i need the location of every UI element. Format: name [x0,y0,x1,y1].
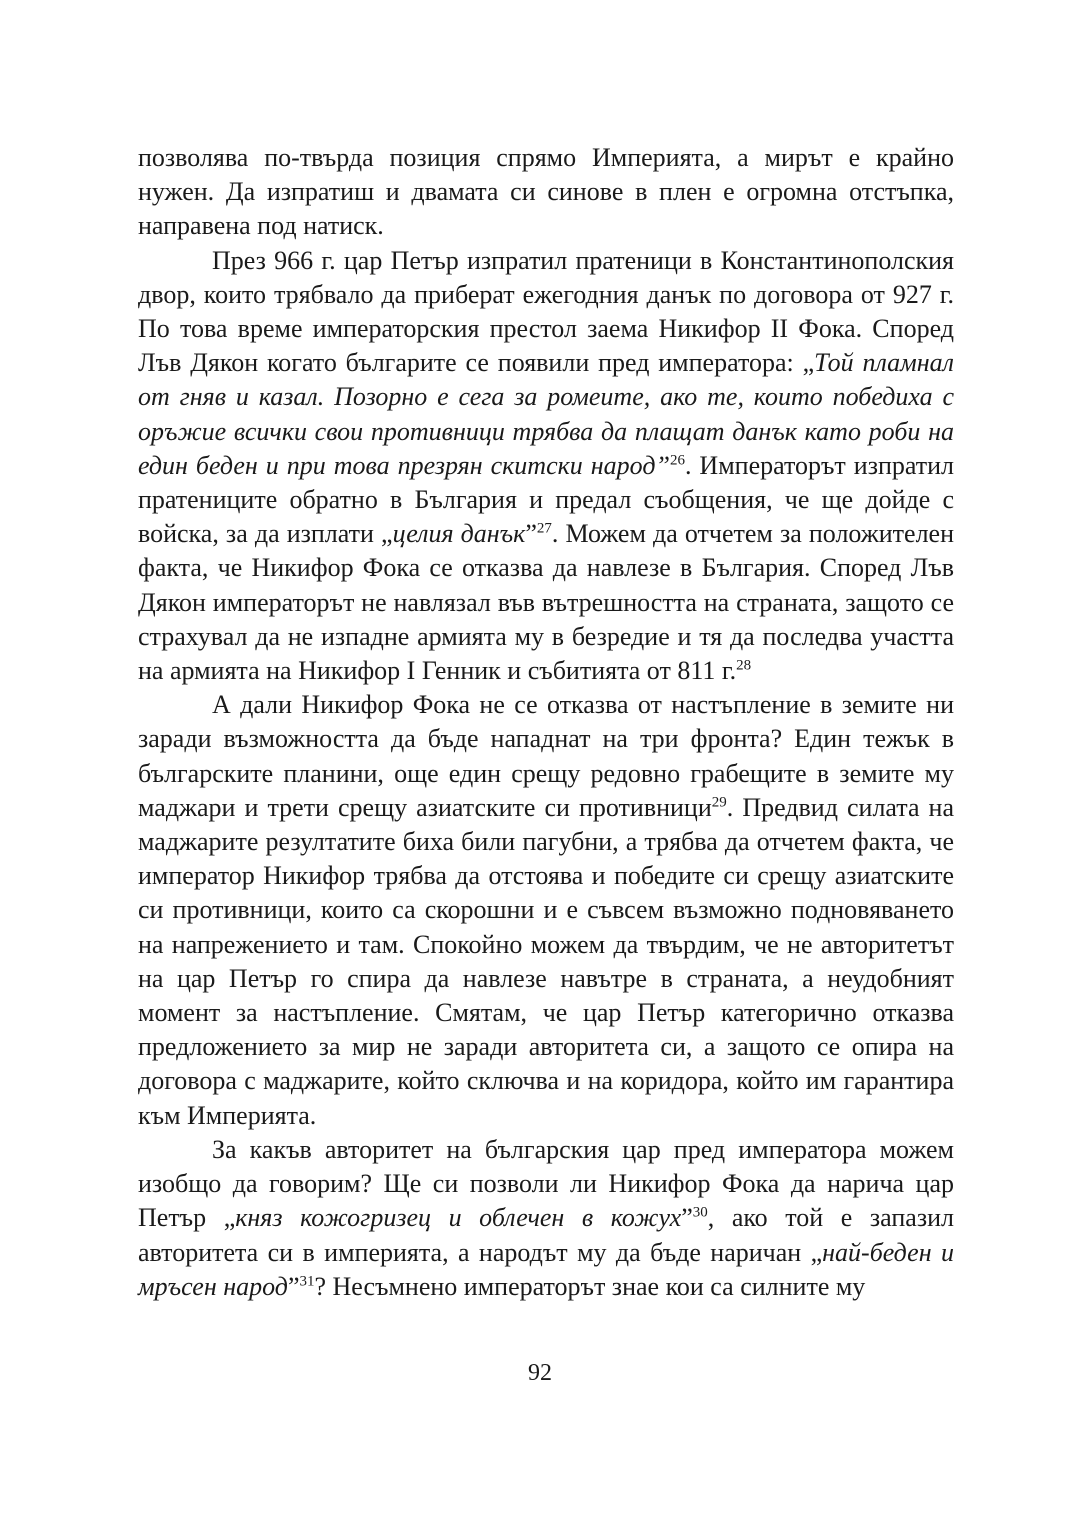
p2-quote-2: целия данък [392,519,526,549]
p2-text-a: През 966 г. цар Петър изпратил пратеници в Константинополския двор, които трябвало да приберат ежегодния данък по договора от 927 г. По това време императорския престол заема Никифор II Фока. Според Лъв Дякон когато българите се появили пред императора: „ [138,245,954,378]
paragraph-3 [138,688,954,1133]
p4-quote-2: най-беден и мръсен народ [138,1237,954,1301]
footnote-ref-28: 28 [736,657,752,674]
p4-text-a: За какъв авторитет на българския цар пред императора можем изобщо да говорим? Ще си позволи ли Никифор Фока да нарича цар Петър „ [138,1134,954,1233]
p4-text-b: ” [681,1203,693,1233]
p2-text-c: ” [525,519,537,549]
p4-quote-1: княз кожогризец и облечен в кожух [235,1203,682,1233]
paragraph-1-text: позволява по-твърда позиция спрямо Империята, а мирът е крайно нужен. Да изпратиш и двамата си синове в плен е огромна отстъпка, направена под натиск. [138,143,954,241]
p3-text-a: А дали Никифор Фока не се отказва от настъпление в земите ни заради възможността да бъде нападнат на три фронта? Един тежък в българските планини, още един срещу редовно грабещите в земите му маджари и трети срещу азиатските си противници [138,690,954,822]
footnote-ref-26: 26 [669,452,685,469]
footnote-ref-31: 31 [299,1273,315,1290]
p4-text-d: ” [287,1271,300,1301]
p4-text-e: ? Несъмнено императорът знае кои са силните му [314,1271,866,1301]
p2-quote: Той пламнал от гняв и казал. Позорно е сега за ромеите, ако те, които победиха с оръжие всички свои противници трябва да плащат данък като роби на един беден и при това презрян скитски народ” [138,348,954,480]
page-body [138,141,954,1304]
page-number: 92 [528,1360,552,1386]
paragraph-1 [138,141,954,244]
p2-text-d: . Можем да отчетем за положителен факта, че Никифор Фока се отказва да навлезе в България. Според Лъв Дякон императорът не навлязал във вътрешността на страната, защото се страхувал да не изпадне армията му в безредие и тя да последва участта на армията на Никифор I Генник и събитията от 811 г. [138,519,954,686]
paragraph-2 [138,244,954,689]
p2-text-b: . Императорът изпратил пратениците обратно в България и предал съобщения, че ще дойде с войска, за да изплати „ [138,450,954,549]
p3-text-b: . Предвид силата на маджарите резултатите биха били пагубни, а трябва да отчетем факта, че император Никифор трябва да отстоява и победите си срещу азиатските си противници, които са скорошни и е съвсем възможно подновяването на напрежението и там. Спокойно можем да твърдим, че не авторитетът на цар Петър го спира да навлезе навътре в страната, а неудобният момент за настъпление. Смятам, че цар Петър категорично отказва предложението за мир не заради авторитета си, а защото се опира на договора с маджарите, който сключва и на коридора, който им гарантира към Империята. [138,792,955,1130]
footnote-ref-30: 30 [692,1204,708,1221]
footnote-ref-27: 27 [536,520,552,537]
footnote-ref-29: 29 [711,794,727,811]
p4-text-c: , ако той е запазил авторитета си в империята, а народът му да бъде наричан „ [138,1203,954,1267]
paragraph-4 [138,1133,954,1304]
